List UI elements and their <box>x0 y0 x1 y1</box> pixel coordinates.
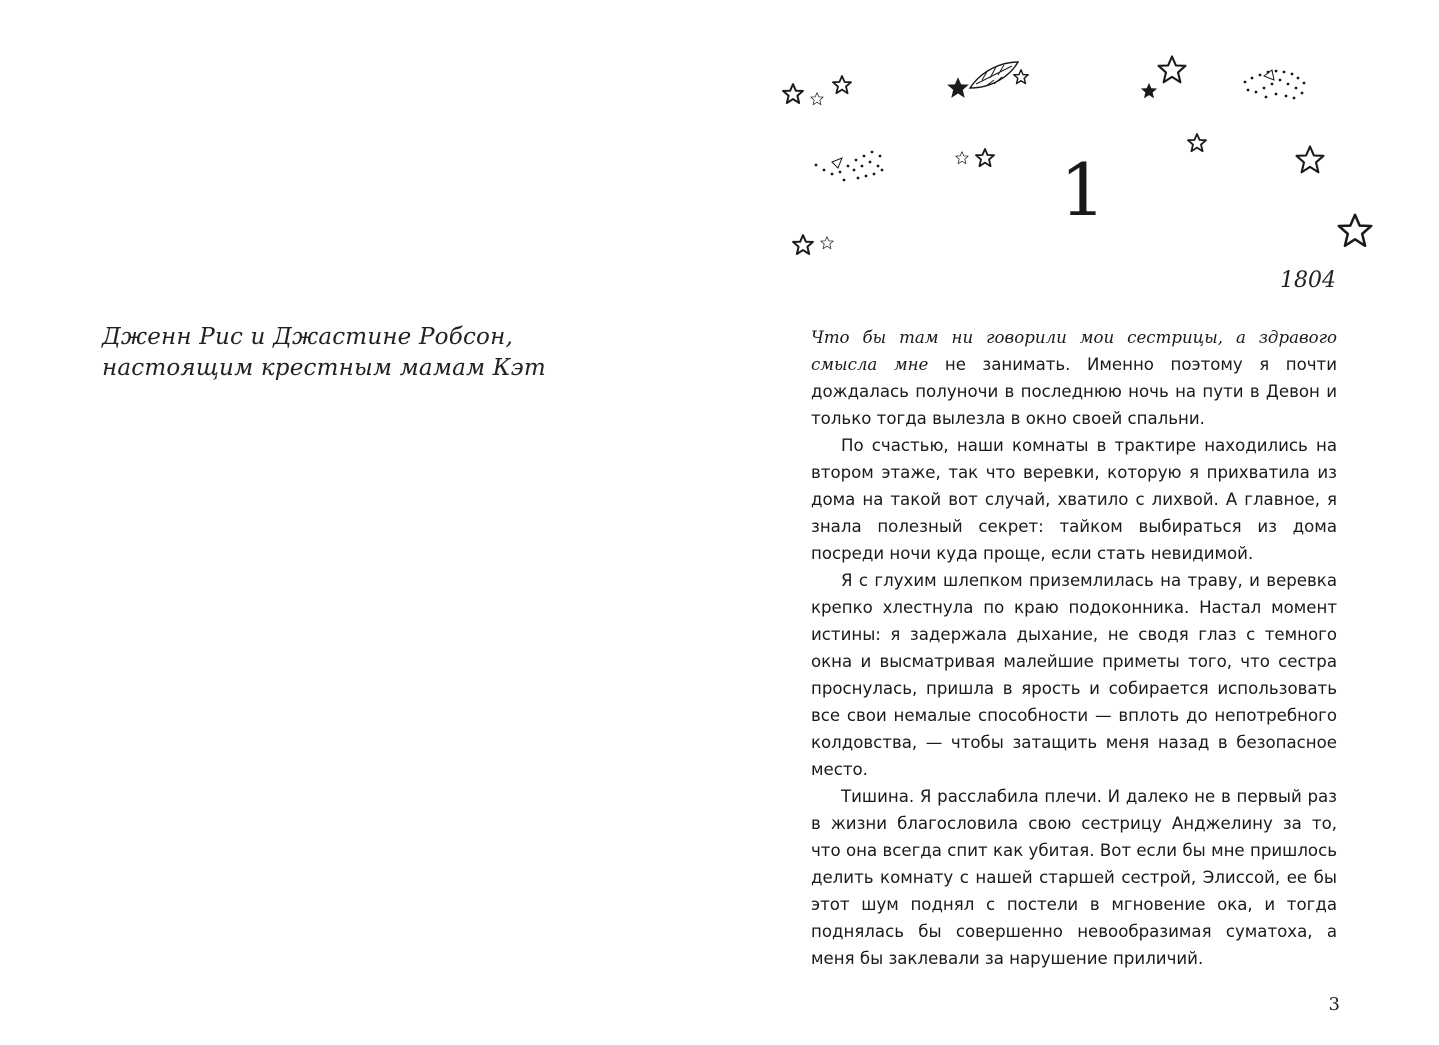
page-number: 3 <box>1328 994 1340 1015</box>
lead-italic: Что бы там ни говорили мои сестрицы, а здравого смысла мне <box>811 328 1337 374</box>
right-page <box>720 0 1439 1045</box>
paragraph: Я с глухим шлепком приземлилась на траву, и веревка крепко хлестнула по краю подоконника. Настал момент истины: я задержала дыхание, не сводя глаз с темного окна и высматривая малейшие приметы того, что сестра проснулась, пришла в ярость и собирается использовать все свои немалые способности — вплоть до непотребного колдовства, — чтобы затащить меня назад в безопасное место. <box>811 571 1337 779</box>
paragraph <box>811 324 1337 432</box>
chapter-year: 1804 <box>1280 268 1336 293</box>
paragraph: Тишина. Я расслабила плечи. И далеко не в первый раз в жизни благословила свою сестрицу Анджелину за то, что она всегда спит как убитая. Вот если бы мне пришлось делить комнату с нашей старшей сестрой, Элиссой, ее бы этот шум поднял с постели в мгновение ока, и тогда поднялась бы совершенно невообразимая суматоха, а меня бы заклевали за нарушение приличий. <box>811 787 1337 968</box>
dedication-line: Дженн Рис и Джастине Робсон, <box>102 324 513 350</box>
dedication <box>102 322 546 384</box>
paragraph-text: не занимать. Именно поэтому я почти дождалась полуночи в последнюю ночь на пути в Девон и только тогда вылезла в окно своей спальни. <box>811 355 1337 428</box>
paragraph: По счастью, наши комнаты в трактире находились на втором этаже, так что веревки, которую я прихватила из дома на такой вот случай, хватило с лихвой. А главное, я знала полезный секрет: тайком выбираться из дома посреди ночи куда проще, если стать невидимой. <box>811 436 1337 563</box>
chapter-body <box>811 324 1337 972</box>
dedication-line: настоящим крестным мамам Кэт <box>102 355 546 381</box>
chapter-number: 1 <box>1060 148 1106 232</box>
